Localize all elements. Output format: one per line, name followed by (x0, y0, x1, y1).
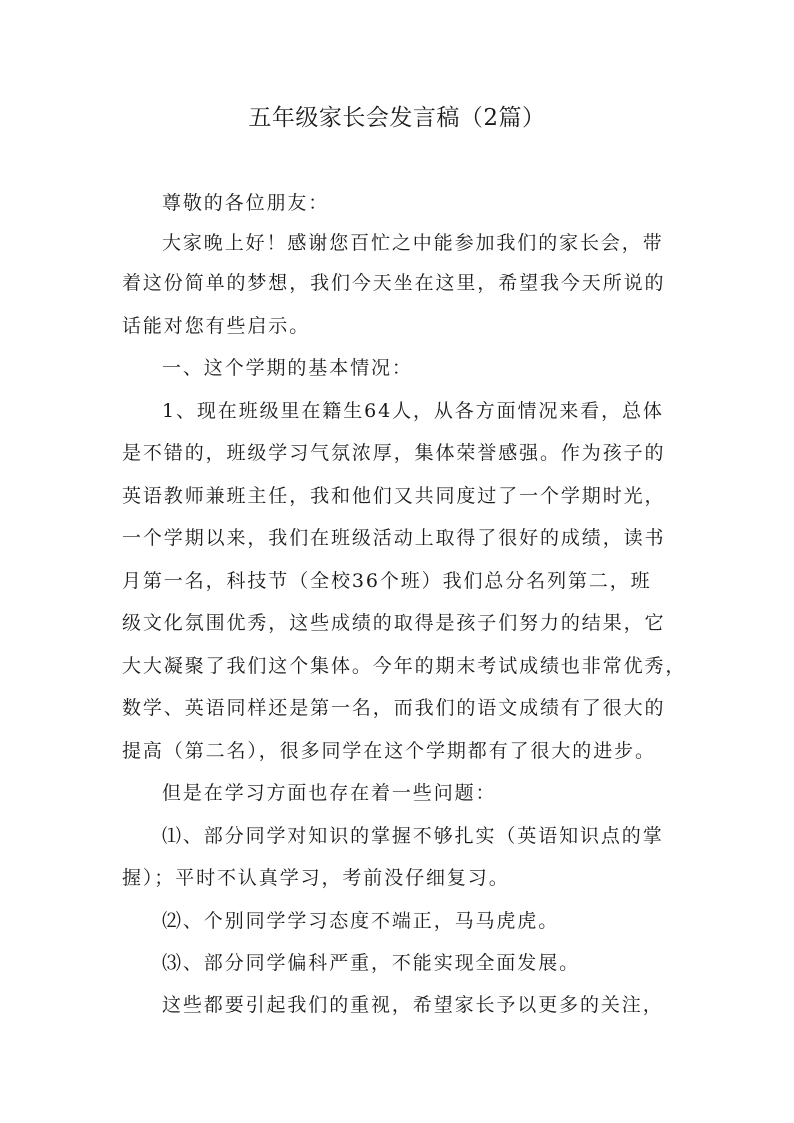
paragraph-line: 但是在学习方面也存在着一些问题： (162, 782, 497, 804)
paragraph-line: 着这份简单的梦想，我们今天坐在这里，希望我今天所说的 (122, 272, 666, 294)
paragraph-line: 数学、英语同样还是第一名，而我们的语文成绩有了很大的 (122, 697, 666, 719)
paragraph-line: 一个学期以来，我们在班级活动上取得了很好的成绩，读书 (122, 527, 666, 549)
paragraph-line: 级文化氛围优秀，这些成绩的取得是孩子们努力的结果，它 (122, 612, 666, 634)
document-title: 五年级家长会发言稿（2篇） (248, 105, 546, 131)
section-heading-line: 一、这个学期的基本情况： (162, 357, 413, 379)
paragraph-line: 1、现在班级里在籍生64人，从各方面情况来看，总体 (162, 400, 664, 422)
paragraph-line: 大大凝聚了我们这个集体。今年的期末考试成绩也非常优秀， (122, 655, 687, 677)
paragraph-line: 这些都要引起我们的重视，希望家长予以更多的关注， (162, 994, 664, 1016)
paragraph-line: 大家晚上好！感谢您百忙之中能参加我们的家长会，带 (162, 232, 664, 254)
salutation-line: 尊敬的各位朋友： (162, 192, 330, 214)
list-item-line: 握）；平时不认真学习，考前没仔细复习。 (122, 867, 510, 889)
list-item-line: ⑶、部分同学偏科严重，不能实现全面发展。 (162, 952, 581, 974)
paragraph-line: 是不错的，班级学习气氛浓厚，集体荣誉感强。作为孩子的 (122, 442, 666, 464)
paragraph-line: 英语教师兼班主任，我和他们又共同度过了一个学期时光， (122, 485, 666, 507)
list-item-line: ⑵、个别同学学习态度不端正，马马虎虎。 (162, 910, 560, 932)
list-item-line: ⑴、部分同学对知识的掌握不够扎实（英语知识点的掌 (162, 825, 664, 847)
paragraph-line: 提高（第二名），很多同学在这个学期都有了很大的进步。 (122, 740, 656, 762)
paragraph-line: 月第一名，科技节（全校36个班）我们总分名列第二，班 (122, 570, 652, 592)
paragraph-line: 话能对您有些启示。 (122, 315, 311, 337)
